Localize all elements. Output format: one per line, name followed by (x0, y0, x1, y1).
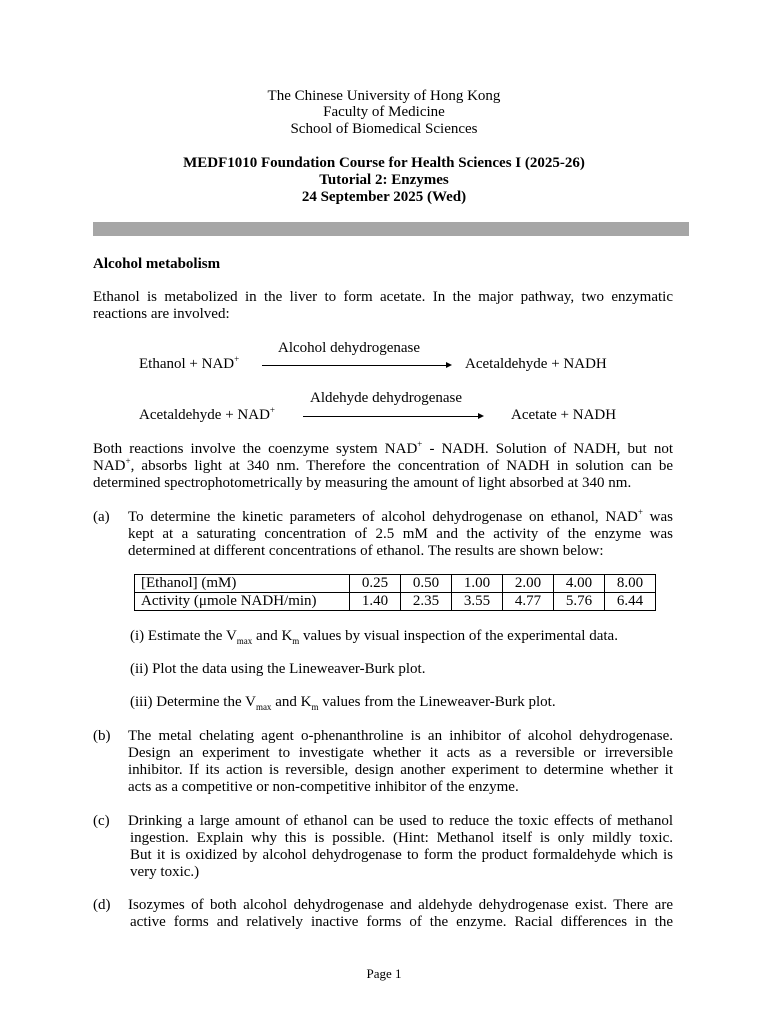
table-row-label: [Ethanol] (mM) (135, 575, 350, 593)
table-cell: 3.55 (452, 593, 503, 611)
reaction-1-reactant: Ethanol + NAD+ (139, 354, 240, 372)
question-a-line-2: kept at a saturating concentration of 2.5 mM and the activity of the enzyme was (128, 526, 673, 542)
question-a-label: (a) (93, 509, 110, 525)
table-row-label: Activity (μmole NADH/min) (135, 593, 350, 611)
question-c-label: (c) (93, 813, 110, 829)
question-b-label: (b) (93, 728, 111, 744)
table-row-activity (135, 593, 656, 611)
course-title: MEDF1010 Foundation Course for Health Sciences I (2025-26) (183, 155, 585, 171)
university-name: The Chinese University of Hong Kong (267, 88, 501, 104)
question-c-line-2: ingestion. Explain why this is possible. (Hint: Methanol itself is only mildly toxic. (130, 830, 673, 846)
table-cell: 1.00 (452, 575, 503, 593)
reaction-2-arrow-line (303, 416, 478, 417)
reaction-1-product: Acetaldehyde + NADH (465, 356, 607, 372)
table-cell: 8.00 (605, 575, 656, 593)
reaction-2-enzyme: Aldehyde dehydrogenase (310, 390, 463, 406)
section-title: Alcohol metabolism (93, 256, 221, 272)
intro-paragraph: Ethanol is metabolized in the liver to form acetate. In the major pathway, two enzymatic reactions are involved: (93, 289, 673, 322)
question-b-line-4: acts as a competitive or non-competitive inhibitor of the enzyme. (128, 779, 519, 795)
question-b-line-3: inhibitor. If its action is reversible, design another experiment to determine whether it (128, 762, 673, 778)
question-b-line-1: The metal chelating agent o-phenanthroline is an inhibitor of alcohol dehydrogenase. (128, 728, 673, 744)
reaction-2-product: Acetate + NADH (511, 407, 617, 423)
question-c-line-4: very toxic.) (130, 864, 200, 880)
table-cell: 2.35 (401, 593, 452, 611)
table-cell: 0.25 (350, 575, 401, 593)
reaction-2-reactant: Acetaldehyde + NAD+ (139, 405, 275, 423)
table-cell: 0.50 (401, 575, 452, 593)
reaction-1-arrow-line (262, 365, 446, 366)
table-cell: 1.40 (350, 593, 401, 611)
school-name: School of Biomedical Sciences (290, 121, 478, 137)
faculty-name: Faculty of Medicine (323, 104, 445, 120)
reaction-1-enzyme: Alcohol dehydrogenase (278, 340, 421, 356)
subquestion-ii: (ii) Plot the data using the Lineweaver-Burk plot. (130, 661, 426, 677)
coenzyme-line-1: Both reactions involve the coenzyme system NAD+ - NADH. Solution of NADH, but not (93, 439, 673, 457)
table-row-ethanol (135, 575, 656, 593)
question-b-line-2: Design an experiment to investigate whether it acts as a reversible or irreversible (128, 745, 673, 761)
table-cell: 4.77 (503, 593, 554, 611)
page-number: Page 1 (366, 966, 402, 981)
tutorial-title: Tutorial 2: Enzymes (319, 172, 449, 188)
subquestion-i: (i) Estimate the $V_{max}$ and $K_m$ values by visual inspection of the experimental data. (130, 628, 618, 646)
reaction-1-arrow-head (446, 362, 452, 368)
question-c-line-1: Drinking a large amount of ethanol can be used to reduce the toxic effects of methanol (128, 813, 673, 829)
table-cell: 4.00 (554, 575, 605, 593)
question-a-line-3: determined at different concentrations of ethanol. The results are shown below: (128, 543, 604, 559)
question-a-line-1: To determine the kinetic parameters of alcohol dehydrogenase on ethanol, NAD+ was (128, 507, 673, 525)
question-d-line-2: active forms and relatively inactive forms of the enzyme. Racial differences in the (130, 914, 673, 930)
tutorial-date: 24 September 2025 (Wed) (301, 189, 467, 205)
table-cell: 2.00 (503, 575, 554, 593)
table-cell: 6.44 (605, 593, 656, 611)
coenzyme-line-3: determined spectrophotometrically by measuring the amount of light absorbed at 340 nm. (93, 475, 632, 491)
subquestion-iii: (iii) Determine the $V_{max}$ and $K_m$ values from the Lineweaver-Burk plot. (130, 694, 556, 712)
table-cell: 5.76 (554, 593, 605, 611)
question-d-label: (d) (93, 897, 111, 913)
coenzyme-line-2: NAD+, absorbs light at 340 nm. Therefore the concentration of NADH in solution can be (93, 456, 673, 474)
kinetics-data-table (134, 574, 656, 611)
reaction-2-arrow-head (478, 413, 484, 419)
header-divider-bar (93, 222, 689, 236)
question-d-line-1: Isozymes of both alcohol dehydrogenase and aldehyde dehydrogenase exist. There are (128, 897, 673, 913)
question-c-line-3: But it is oxidized by alcohol dehydrogenase to form the product formaldehyde which is (130, 847, 673, 863)
